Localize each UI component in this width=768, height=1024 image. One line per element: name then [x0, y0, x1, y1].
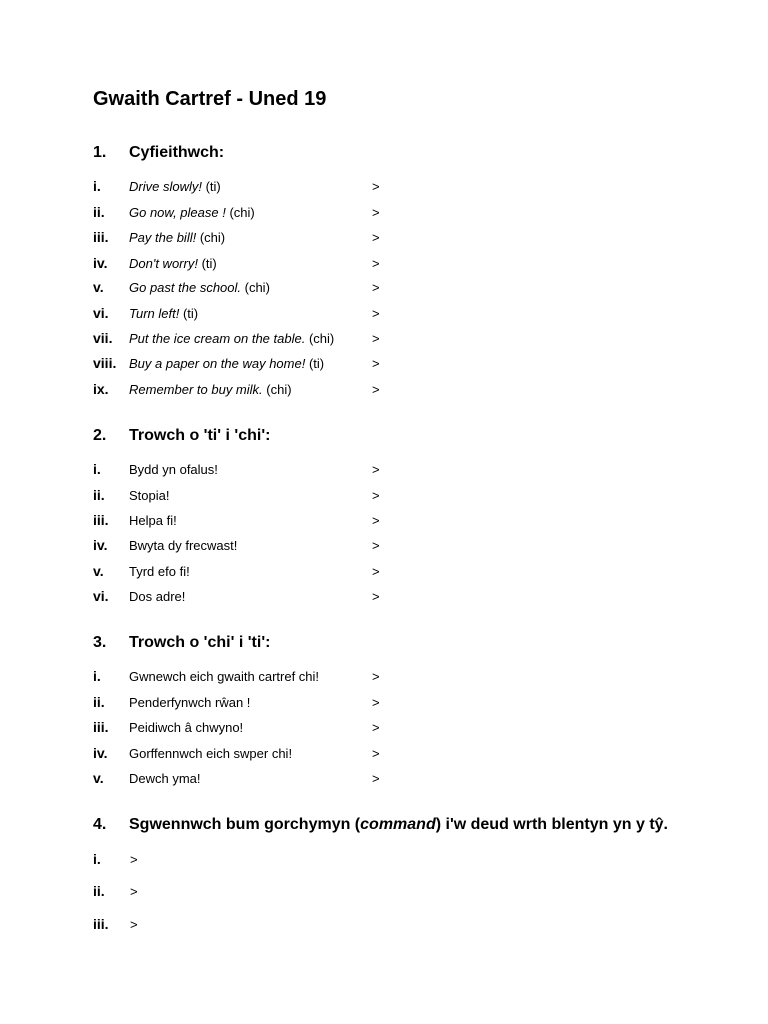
item-phrase	[129, 205, 255, 220]
item-number: iii.	[93, 719, 109, 735]
welsh-phrase: Stopia!	[129, 488, 170, 503]
item-phrase	[129, 179, 221, 194]
item-number: vii.	[93, 330, 113, 346]
item-number: ix.	[93, 381, 109, 397]
page-title: Gwaith Cartref - Uned 19	[93, 88, 327, 110]
welsh-phrase: Bydd yn ofalus!	[129, 462, 218, 477]
english-phrase: Buy a paper on the way home!	[129, 356, 306, 371]
english-phrase: Go now, please !	[129, 205, 226, 220]
answer-arrow: >	[372, 179, 380, 194]
item-number: ii.	[93, 694, 105, 710]
answer-arrow: >	[130, 852, 138, 867]
answer-arrow: >	[372, 695, 380, 710]
addressee: (chi)	[305, 331, 335, 346]
welsh-phrase: Tyrd efo fi!	[129, 564, 190, 579]
english-phrase: Turn left!	[129, 306, 180, 321]
welsh-phrase: Peidiwch â chwyno!	[129, 720, 244, 735]
item-number: v.	[93, 770, 104, 786]
item-phrase	[129, 331, 334, 346]
item-phrase	[129, 256, 217, 271]
item-number: i.	[93, 851, 101, 867]
answer-arrow: >	[372, 382, 380, 397]
addressee: (chi)	[241, 280, 270, 295]
answer-arrow: >	[372, 669, 380, 684]
section-title: Trowch o 'chi' i 'ti':	[129, 634, 271, 651]
answer-arrow: >	[372, 280, 380, 295]
answer-arrow: >	[372, 462, 380, 477]
section-number: 1.	[93, 144, 107, 161]
section-title: Cyfieithwch:	[129, 144, 225, 161]
welsh-phrase: Gwnewch eich gwaith cartref chi!	[129, 669, 320, 684]
addressee: (chi)	[262, 382, 292, 397]
welsh-phrase: Bwyta dy frecwast!	[129, 538, 238, 553]
english-phrase: Remember to buy milk.	[129, 382, 263, 397]
welsh-phrase: Dos adre!	[129, 589, 186, 604]
english-phrase: Put the ice cream on the table.	[129, 331, 306, 346]
welsh-phrase: Gorffennwch eich swper chi!	[129, 746, 293, 761]
answer-arrow: >	[372, 564, 380, 579]
addressee: (chi)	[196, 230, 226, 245]
addressee: (ti)	[179, 306, 199, 321]
english-phrase: Pay the bill!	[129, 230, 197, 245]
answer-arrow: >	[372, 306, 380, 321]
addressee: (ti)	[197, 256, 217, 271]
item-number: iv.	[93, 537, 108, 553]
item-number: i.	[93, 668, 101, 684]
answer-arrow: >	[372, 356, 380, 371]
answer-arrow: >	[372, 488, 380, 503]
item-number: i.	[93, 178, 101, 194]
section-title: Trowch o 'ti' i 'chi':	[129, 427, 271, 444]
section-title	[129, 816, 668, 834]
item-phrase	[129, 356, 324, 371]
item-number: i.	[93, 461, 101, 477]
answer-arrow: >	[372, 230, 380, 245]
item-number: iv.	[93, 745, 108, 761]
answer-arrow: >	[372, 538, 380, 553]
answer-arrow: >	[130, 917, 138, 932]
item-number: ii.	[93, 204, 105, 220]
welsh-phrase: Dewch yma!	[129, 771, 201, 786]
section-title-after: ) i'w deud wrth blentyn yn y tŷ.	[435, 816, 668, 833]
item-phrase	[129, 306, 198, 321]
answer-arrow: >	[372, 331, 380, 346]
item-number: ii.	[93, 487, 105, 503]
item-number: vi.	[93, 588, 109, 604]
item-phrase	[129, 230, 225, 245]
section-title-before: Sgwennwch bum gorchymyn (	[129, 816, 361, 833]
answer-arrow: >	[372, 589, 380, 604]
answer-arrow: >	[372, 771, 380, 786]
item-number: v.	[93, 563, 104, 579]
item-number: v.	[93, 279, 104, 295]
answer-arrow: >	[372, 256, 380, 271]
english-phrase: Drive slowly!	[129, 179, 202, 194]
item-number: iii.	[93, 916, 109, 932]
english-phrase: Go past the school.	[129, 280, 242, 295]
section-number: 2.	[93, 427, 107, 444]
item-phrase	[129, 382, 292, 397]
item-number: iii.	[93, 512, 109, 528]
english-phrase: Don't worry!	[129, 256, 198, 271]
addressee: (chi)	[225, 205, 255, 220]
welsh-phrase: Penderfynwch rŵan !	[129, 695, 251, 710]
answer-arrow: >	[372, 720, 380, 735]
addressee: (ti)	[305, 356, 325, 371]
item-number: viii.	[93, 355, 117, 371]
answer-arrow: >	[372, 746, 380, 761]
section-number: 4.	[93, 816, 107, 833]
answer-arrow: >	[130, 884, 138, 899]
section-title-emphasis: command	[360, 816, 436, 833]
item-number: iv.	[93, 255, 108, 271]
answer-arrow: >	[372, 513, 380, 528]
addressee: (ti)	[201, 179, 221, 194]
item-number: iii.	[93, 229, 109, 245]
welsh-phrase: Helpa fi!	[129, 513, 177, 528]
answer-arrow: >	[372, 205, 380, 220]
item-number: vi.	[93, 305, 109, 321]
item-number: ii.	[93, 883, 105, 899]
item-phrase	[129, 280, 270, 295]
section-number: 3.	[93, 634, 107, 651]
